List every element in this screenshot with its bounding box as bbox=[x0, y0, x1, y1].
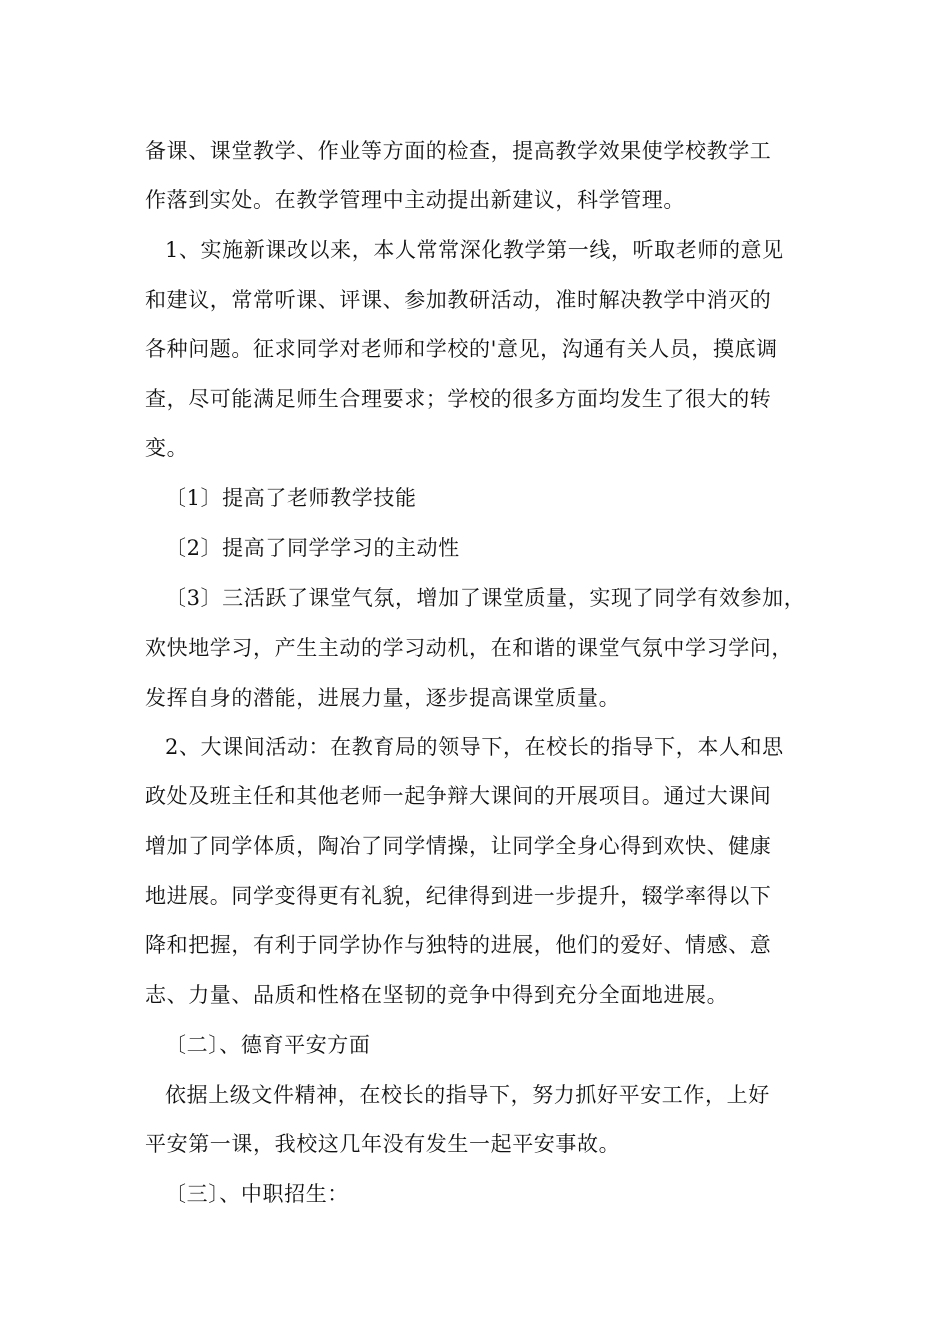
list-item: 〔2〕提高了同学学习的主动性 bbox=[165, 536, 460, 560]
paragraph-line: 欢快地学习，产生主动的学习动机，在和谐的课堂气氛中学习学问， bbox=[145, 636, 793, 660]
section-heading: 〔三〕、中职招生： bbox=[165, 1182, 349, 1206]
paragraph-line: 和建议，常常听课、评课、参加教研活动，准时解决教学中消灭的 bbox=[145, 288, 772, 312]
paragraph-line: 发挥自身的潜能，进展力量，逐步提高课堂质量。 bbox=[145, 686, 621, 710]
section-heading: 〔二〕、德育平安方面 bbox=[165, 1033, 371, 1057]
paragraph-line: 降和把握，有利于同学协作与独特的进展，他们的爱好、情感、意 bbox=[145, 933, 772, 957]
paragraph-line: 增加了同学体质，陶冶了同学情操，让同学全身心得到欢快、健康 bbox=[145, 834, 772, 858]
list-item: 〔3〕三活跃了课堂气氛，增加了课堂质量，实现了同学有效参加， bbox=[165, 586, 806, 610]
paragraph-line: 变。 bbox=[145, 436, 189, 460]
paragraph-line: 平安第一课，我校这几年没有发生一起平安事故。 bbox=[145, 1132, 621, 1156]
paragraph-line: 2、大课间活动：在教育局的领导下，在校长的指导下，本人和思 bbox=[165, 735, 784, 759]
list-item: 〔1〕提高了老师教学技能 bbox=[165, 486, 417, 510]
paragraph-line: 作落到实处。在教学管理中主动提出新建议，科学管理。 bbox=[145, 188, 685, 212]
paragraph-line: 备课、课堂教学、作业等方面的检查，提高教学效果使学校教学工 bbox=[145, 139, 772, 163]
paragraph-line: 1、实施新课改以来，本人常常深化教学第一线，听取老师的意见 bbox=[165, 238, 784, 262]
paragraph-line: 志、力量、品质和性格在坚韧的竞争中得到充分全面地进展。 bbox=[145, 983, 729, 1007]
paragraph-line: 依据上级文件精神，在校长的指导下，努力抓好平安工作，上好 bbox=[165, 1083, 770, 1107]
paragraph-line: 各种问题。征求同学对老师和学校的'意见，沟通有关人员，摸底调 bbox=[145, 337, 778, 361]
paragraph-line: 政处及班主任和其他老师一起争辩大课间的开展项目。通过大课间 bbox=[145, 784, 772, 808]
paragraph-line: 地进展。同学变得更有礼貌，纪律得到进一步提升，辍学率得以下 bbox=[145, 884, 772, 908]
paragraph-line: 查，尽可能满足师生合理要求；学校的很多方面均发生了很大的转 bbox=[145, 387, 772, 411]
